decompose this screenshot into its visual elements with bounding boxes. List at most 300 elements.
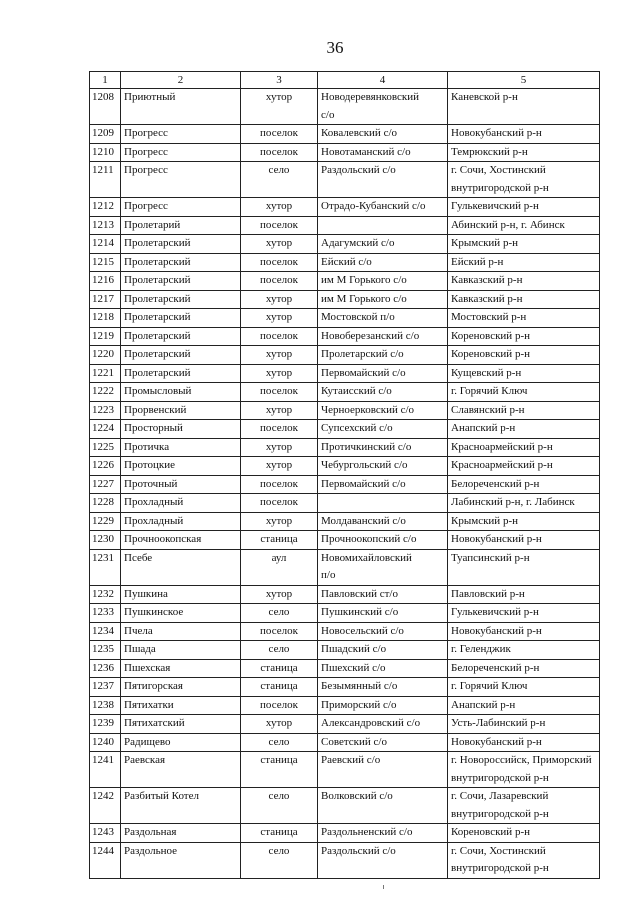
row-number: 1224 <box>90 420 121 439</box>
district-line: Новокубанский р-н <box>451 127 542 139</box>
district-line: г. Сочи, Лазаревский <box>451 790 549 802</box>
settlement-type: село <box>241 788 318 824</box>
settlement-name: Промысловый <box>121 383 241 402</box>
admin-unit-cell <box>318 253 448 272</box>
admin-unit-cell <box>318 438 448 457</box>
row-number: 1209 <box>90 125 121 144</box>
table-row <box>90 143 600 162</box>
district-line: Абинский р-н, г. Абинск <box>451 218 565 231</box>
table-row <box>90 585 600 604</box>
page-number: 36 <box>326 38 344 57</box>
settlement-name: Пролетарий <box>121 216 241 235</box>
district-cell <box>448 253 600 272</box>
district-cell <box>448 512 600 531</box>
table-row <box>90 549 600 585</box>
admin-unit-line: Первомайский с/о <box>321 366 406 379</box>
admin-unit-line: Протичкинский с/о <box>321 440 412 453</box>
district-cell <box>448 89 600 125</box>
district-line: Мостовский р-н <box>451 311 527 323</box>
district-cell <box>448 475 600 494</box>
district-cell <box>448 678 600 697</box>
settlement-type: станица <box>241 659 318 678</box>
district-line: внутригородской р-н <box>451 771 549 784</box>
table-row <box>90 162 600 198</box>
district-cell <box>448 622 600 641</box>
admin-unit-line: Черноерковский с/о <box>321 403 415 416</box>
table-row <box>90 438 600 457</box>
district-cell <box>448 457 600 476</box>
admin-unit-line: Пушкинский с/о <box>321 606 399 618</box>
settlement-name: Раевская <box>121 752 241 788</box>
table-row <box>90 641 600 660</box>
admin-unit-line: им М Горького с/о <box>321 274 407 286</box>
admin-unit-line: Ковалевский с/о <box>321 127 398 139</box>
admin-unit-line: Новоберезанский с/о <box>321 329 420 342</box>
admin-unit-line: Новосельский с/о <box>321 624 404 637</box>
table-row <box>90 401 600 420</box>
district-cell <box>448 715 600 734</box>
row-number: 1243 <box>90 824 121 843</box>
district-cell <box>448 143 600 162</box>
admin-unit-cell <box>318 143 448 162</box>
settlement-type: хутор <box>241 457 318 476</box>
settlement-name: Пушкинское <box>121 604 241 623</box>
settlement-name: Пролетарский <box>121 253 241 272</box>
settlement-name: Протичка <box>121 438 241 457</box>
table-row <box>90 272 600 291</box>
row-number: 1242 <box>90 788 121 824</box>
district-cell <box>448 696 600 715</box>
settlement-name: Прохладный <box>121 512 241 531</box>
row-number: 1234 <box>90 622 121 641</box>
admin-unit-cell <box>318 89 448 125</box>
admin-unit-cell <box>318 585 448 604</box>
settlement-type: хутор <box>241 235 318 254</box>
admin-unit-line: Раевский с/о <box>321 754 381 766</box>
row-number: 1210 <box>90 143 121 162</box>
district-line: Ейский р-н <box>451 255 504 268</box>
row-number: 1235 <box>90 641 121 660</box>
table-row <box>90 346 600 365</box>
admin-unit-line: Приморский с/о <box>321 698 397 711</box>
settlement-name: Прогресс <box>121 125 241 144</box>
settlement-name: Раздольное <box>121 842 241 878</box>
district-line: Кавказский р-н <box>451 292 523 305</box>
table-row <box>90 604 600 623</box>
settlement-name: Пятигорская <box>121 678 241 697</box>
settlement-name: Пролетарский <box>121 235 241 254</box>
district-line: Анапский р-н <box>451 698 516 711</box>
table-row <box>90 824 600 843</box>
settlement-name: Пчела <box>121 622 241 641</box>
district-cell <box>448 733 600 752</box>
admin-unit-line <box>321 494 444 512</box>
settlement-type: хутор <box>241 585 318 604</box>
row-number: 1208 <box>90 89 121 125</box>
settlement-type: поселок <box>241 696 318 715</box>
header-col-1: 1 <box>90 72 121 89</box>
row-number: 1244 <box>90 842 121 878</box>
table-row <box>90 788 600 824</box>
scan-mark <box>383 885 384 889</box>
admin-unit-line <box>321 217 444 235</box>
district-cell <box>448 309 600 328</box>
district-cell <box>448 842 600 878</box>
settlement-type: поселок <box>241 622 318 641</box>
admin-unit-line: Новодеревянковский <box>321 91 420 103</box>
district-cell <box>448 438 600 457</box>
admin-unit-cell <box>318 752 448 788</box>
district-line: Кущевский р-н <box>451 366 522 379</box>
district-cell <box>448 420 600 439</box>
admin-unit-line: с/о <box>321 108 335 121</box>
admin-unit-cell <box>318 475 448 494</box>
admin-unit-cell <box>318 309 448 328</box>
district-line: внутригородской р-н <box>451 862 549 874</box>
settlement-name: Пятихатский <box>121 715 241 734</box>
admin-unit-cell <box>318 696 448 715</box>
settlement-type: поселок <box>241 216 318 235</box>
row-number: 1219 <box>90 327 121 346</box>
district-cell <box>448 494 600 513</box>
settlement-name: Раздольная <box>121 824 241 843</box>
district-line: Каневской р-н <box>451 91 518 103</box>
district-cell <box>448 162 600 198</box>
district-line: Темрюкский р-н <box>451 145 528 158</box>
district-line: Лабинский р-н, г. Лабинск <box>451 496 575 508</box>
admin-unit-cell <box>318 401 448 420</box>
settlement-name: Пролетарский <box>121 309 241 328</box>
table-row <box>90 457 600 476</box>
settlement-name: Прочноокопская <box>121 531 241 550</box>
settlement-name: Прохладный <box>121 494 241 513</box>
row-number: 1233 <box>90 604 121 623</box>
settlement-type: хутор <box>241 401 318 420</box>
row-number: 1223 <box>90 401 121 420</box>
district-cell <box>448 290 600 309</box>
admin-unit-cell <box>318 549 448 585</box>
district-line: Кавказский р-н <box>451 274 523 286</box>
table-row <box>90 622 600 641</box>
admin-unit-cell <box>318 346 448 365</box>
district-cell <box>448 383 600 402</box>
header-col-5: 5 <box>448 72 600 89</box>
district-line: г. Сочи, Хостинский <box>451 844 546 857</box>
settlement-name: Пшада <box>121 641 241 660</box>
table-row <box>90 253 600 272</box>
district-line: Белореченский р-н <box>451 477 540 490</box>
district-cell <box>448 364 600 383</box>
settlement-type: поселок <box>241 272 318 291</box>
row-number: 1211 <box>90 162 121 198</box>
admin-unit-line: п/о <box>321 569 336 581</box>
district-line: Кореновский р-н <box>451 329 530 342</box>
row-number: 1232 <box>90 585 121 604</box>
row-number: 1236 <box>90 659 121 678</box>
admin-unit-line: Ейский с/о <box>321 255 372 268</box>
row-number: 1225 <box>90 438 121 457</box>
district-cell <box>448 216 600 235</box>
row-number: 1214 <box>90 235 121 254</box>
district-line: Новокубанский р-н <box>451 533 542 545</box>
settlement-name: Протоцкие <box>121 457 241 476</box>
admin-unit-cell <box>318 824 448 843</box>
district-cell <box>448 824 600 843</box>
settlement-type: хутор <box>241 346 318 365</box>
district-cell <box>448 401 600 420</box>
settlement-type: поселок <box>241 494 318 513</box>
row-number: 1238 <box>90 696 121 715</box>
admin-unit-cell <box>318 733 448 752</box>
admin-unit-line: Пролетарский с/о <box>321 348 404 360</box>
admin-unit-cell <box>318 290 448 309</box>
admin-unit-line: Новотаманский с/о <box>321 145 411 158</box>
settlement-type: поселок <box>241 253 318 272</box>
admin-unit-line: Павловский ст/о <box>321 587 398 600</box>
admin-unit-line: Молдаванский с/о <box>321 514 406 527</box>
settlement-name: Приютный <box>121 89 241 125</box>
settlement-name: Псебе <box>121 549 241 585</box>
admin-unit-line: Александровский с/о <box>321 717 421 729</box>
settlement-type: станица <box>241 752 318 788</box>
district-line: г. Сочи, Хостинский <box>451 164 546 176</box>
table-row <box>90 842 600 878</box>
district-line: Туапсинский р-н <box>451 551 530 564</box>
district-line: внутригородской р-н <box>451 181 549 194</box>
district-cell <box>448 549 600 585</box>
row-number: 1226 <box>90 457 121 476</box>
settlement-type: село <box>241 733 318 752</box>
admin-unit-cell <box>318 788 448 824</box>
district-line: Новокубанский р-н <box>451 735 542 748</box>
district-line: Красноармейский р-н <box>451 459 553 471</box>
district-line: г. Новороссийск, Приморский <box>451 754 592 766</box>
admin-unit-cell <box>318 512 448 531</box>
admin-unit-line: Раздольненский с/о <box>321 826 413 838</box>
admin-unit-cell <box>318 383 448 402</box>
district-cell <box>448 235 600 254</box>
row-number: 1221 <box>90 364 121 383</box>
district-line: Новокубанский р-н <box>451 624 542 637</box>
table-row <box>90 89 600 125</box>
table-row <box>90 678 600 697</box>
row-number: 1220 <box>90 346 121 365</box>
row-number: 1218 <box>90 309 121 328</box>
admin-unit-cell <box>318 659 448 678</box>
admin-unit-line: Прочноокопский с/о <box>321 533 417 545</box>
table-row <box>90 125 600 144</box>
row-number: 1228 <box>90 494 121 513</box>
admin-unit-cell <box>318 622 448 641</box>
settlement-name: Проточный <box>121 475 241 494</box>
district-cell <box>448 198 600 217</box>
admin-unit-cell <box>318 678 448 697</box>
table-row <box>90 494 600 513</box>
district-line: Гулькевичский р-н <box>451 606 539 618</box>
district-cell <box>448 346 600 365</box>
settlement-type: хутор <box>241 512 318 531</box>
row-number: 1237 <box>90 678 121 697</box>
admin-unit-cell <box>318 604 448 623</box>
admin-unit-cell <box>318 125 448 144</box>
table-row <box>90 383 600 402</box>
row-number: 1230 <box>90 531 121 550</box>
admin-unit-cell <box>318 494 448 513</box>
settlement-type: поселок <box>241 143 318 162</box>
district-cell <box>448 531 600 550</box>
settlement-name: Пролетарский <box>121 364 241 383</box>
settlement-name: Пролетарский <box>121 290 241 309</box>
settlement-name: Пятихатки <box>121 696 241 715</box>
settlement-type: аул <box>241 549 318 585</box>
admin-unit-cell <box>318 272 448 291</box>
admin-unit-line: Волковский с/о <box>321 790 393 802</box>
header-col-2: 2 <box>121 72 241 89</box>
settlement-name: Прогресс <box>121 198 241 217</box>
row-number: 1229 <box>90 512 121 531</box>
admin-unit-line: Отрадо-Кубанский с/о <box>321 200 426 212</box>
district-cell <box>448 641 600 660</box>
district-line: Анапский р-н <box>451 422 516 434</box>
table-row <box>90 198 600 217</box>
admin-unit-cell <box>318 641 448 660</box>
table-row <box>90 327 600 346</box>
settlement-type: поселок <box>241 420 318 439</box>
settlement-type: хутор <box>241 438 318 457</box>
table-row <box>90 364 600 383</box>
settlement-name: Радищево <box>121 733 241 752</box>
settlement-name: Пушкина <box>121 585 241 604</box>
settlement-name: Просторный <box>121 420 241 439</box>
row-number: 1215 <box>90 253 121 272</box>
settlement-name: Прорвенский <box>121 401 241 420</box>
district-line: Кореновский р-н <box>451 348 530 360</box>
settlement-type: станица <box>241 531 318 550</box>
table-row <box>90 512 600 531</box>
district-line: Славянский р-н <box>451 403 525 416</box>
admin-unit-line: Кутаисский с/о <box>321 385 392 397</box>
admin-unit-cell <box>318 216 448 235</box>
admin-unit-line: Пшехский с/о <box>321 661 386 674</box>
table-row <box>90 531 600 550</box>
table-row <box>90 420 600 439</box>
district-line: г. Геленджик <box>451 643 511 655</box>
admin-unit-cell <box>318 715 448 734</box>
settlement-type: хутор <box>241 309 318 328</box>
admin-unit-cell <box>318 162 448 198</box>
row-number: 1241 <box>90 752 121 788</box>
admin-unit-cell <box>318 420 448 439</box>
admin-unit-line: Чебургольский с/о <box>321 459 408 471</box>
settlement-type: поселок <box>241 383 318 402</box>
settlement-type: поселок <box>241 327 318 346</box>
admin-unit-line: Адагумский с/о <box>321 237 395 249</box>
admin-unit-cell <box>318 235 448 254</box>
admin-unit-cell <box>318 198 448 217</box>
row-number: 1212 <box>90 198 121 217</box>
settlement-name: Пролетарский <box>121 272 241 291</box>
admin-unit-cell <box>318 457 448 476</box>
settlement-name: Пролетарский <box>121 346 241 365</box>
district-cell <box>448 272 600 291</box>
settlement-type: хутор <box>241 198 318 217</box>
district-cell <box>448 585 600 604</box>
district-line: Красноармейский р-н <box>451 440 553 453</box>
admin-unit-line: Новомихайловский <box>321 551 412 564</box>
settlement-type: село <box>241 842 318 878</box>
table-row <box>90 659 600 678</box>
admin-unit-line: Раздольский с/о <box>321 844 396 857</box>
district-cell <box>448 125 600 144</box>
settlement-type: хутор <box>241 89 318 125</box>
row-number: 1239 <box>90 715 121 734</box>
district-line: внутригородской р-н <box>451 807 549 820</box>
header-col-4: 4 <box>318 72 448 89</box>
table-row <box>90 752 600 788</box>
table-row <box>90 715 600 734</box>
row-number: 1217 <box>90 290 121 309</box>
table-row <box>90 216 600 235</box>
admin-unit-cell <box>318 531 448 550</box>
settlement-type: поселок <box>241 475 318 494</box>
district-cell <box>448 752 600 788</box>
admin-unit-line: Мостовской п/о <box>321 311 395 323</box>
table-body <box>90 89 600 879</box>
row-number: 1222 <box>90 383 121 402</box>
table-row <box>90 733 600 752</box>
district-line: Павловский р-н <box>451 587 525 600</box>
settlement-type: село <box>241 604 318 623</box>
settlement-name: Разбитый Котел <box>121 788 241 824</box>
district-line: г. Горячий Ключ <box>451 680 528 692</box>
district-cell <box>448 327 600 346</box>
table-row <box>90 290 600 309</box>
district-cell <box>448 788 600 824</box>
table-row <box>90 309 600 328</box>
header-col-3: 3 <box>241 72 318 89</box>
admin-unit-line: Пшадский с/о <box>321 643 387 655</box>
district-line: Крымский р-н <box>451 514 518 527</box>
admin-unit-line: Советский с/о <box>321 735 387 748</box>
settlements-table <box>89 71 600 879</box>
row-number: 1216 <box>90 272 121 291</box>
settlement-type: село <box>241 162 318 198</box>
settlement-type: станица <box>241 678 318 697</box>
row-number: 1227 <box>90 475 121 494</box>
admin-unit-line: Раздольский с/о <box>321 164 396 176</box>
settlement-type: хутор <box>241 364 318 383</box>
table-row <box>90 475 600 494</box>
table-row <box>90 696 600 715</box>
settlement-name: Пролетарский <box>121 327 241 346</box>
admin-unit-cell <box>318 842 448 878</box>
district-line: Кореновский р-н <box>451 826 530 838</box>
district-line: Крымский р-н <box>451 237 518 249</box>
settlement-type: хутор <box>241 290 318 309</box>
row-number: 1213 <box>90 216 121 235</box>
settlement-type: поселок <box>241 125 318 144</box>
admin-unit-cell <box>318 327 448 346</box>
row-number: 1231 <box>90 549 121 585</box>
district-cell <box>448 604 600 623</box>
settlement-type: хутор <box>241 715 318 734</box>
settlement-name: Прогресс <box>121 162 241 198</box>
settlement-name: Прогресс <box>121 143 241 162</box>
settlement-type: село <box>241 641 318 660</box>
settlement-type: станица <box>241 824 318 843</box>
settlement-name: Пшехская <box>121 659 241 678</box>
admin-unit-line: Первомайский с/о <box>321 477 406 490</box>
